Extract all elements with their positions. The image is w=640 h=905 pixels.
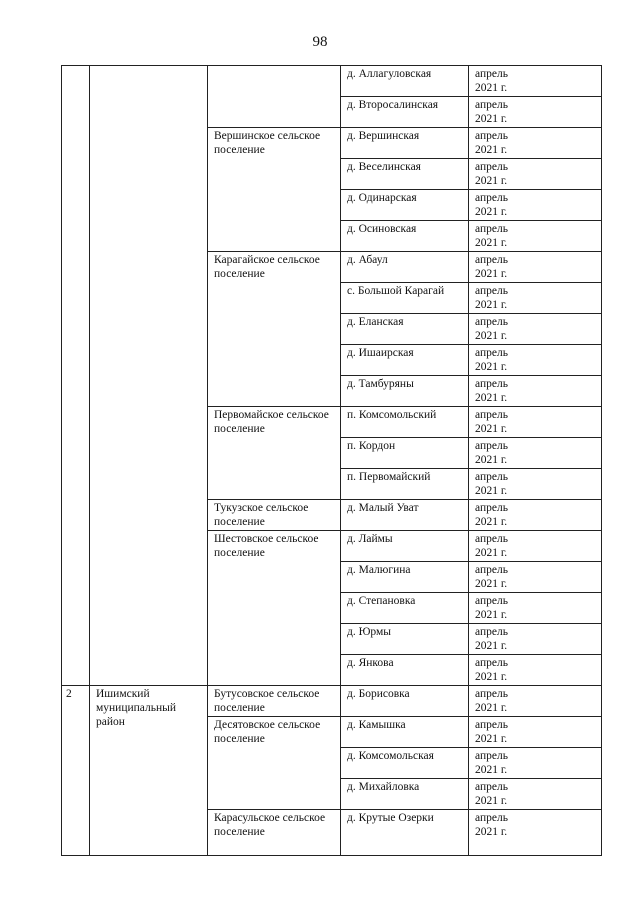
date-cell: апрель 2021 г.: [469, 66, 602, 97]
table-row: [62, 66, 602, 97]
date-cell: апрель 2021 г.: [469, 500, 602, 531]
date-cell: апрель 2021 г.: [469, 717, 602, 748]
date-cell: апрель 2021 г.: [469, 562, 602, 593]
district-cell: [90, 66, 208, 686]
settlement-cell: п. Комсомольский: [341, 407, 469, 438]
date-cell: апрель 2021 г.: [469, 128, 602, 159]
poselenie-cell: Карагайское сельское поселение: [208, 252, 341, 407]
poselenie-cell: Карасульское сельское поселение: [208, 810, 341, 856]
settlement-cell: д. Веселинская: [341, 159, 469, 190]
settlement-cell: д. Лаймы: [341, 531, 469, 562]
date-cell: апрель 2021 г.: [469, 159, 602, 190]
date-cell: апрель 2021 г.: [469, 438, 602, 469]
settlement-cell: д. Крутые Озерки: [341, 810, 469, 856]
settlement-cell: д. Еланская: [341, 314, 469, 345]
poselenie-cell: Бутусовское сельское поселение: [208, 686, 341, 717]
poselenie-cell: Тукузское сельское поселение: [208, 500, 341, 531]
settlement-cell: д. Юрмы: [341, 624, 469, 655]
settlement-cell: д. Малюгина: [341, 562, 469, 593]
table-row: [62, 686, 602, 717]
settlement-cell: д. Михайловка: [341, 779, 469, 810]
date-cell: апрель 2021 г.: [469, 283, 602, 314]
date-cell: апрель 2021 г.: [469, 469, 602, 500]
poselenie-cell: Вершинское сельское поселение: [208, 128, 341, 252]
date-cell: апрель 2021 г.: [469, 810, 602, 856]
settlement-cell: д. Одинарская: [341, 190, 469, 221]
poselenie-cell: Первомайское сельское поселение: [208, 407, 341, 500]
settlement-cell: д. Аллагуловская: [341, 66, 469, 97]
date-cell: апрель 2021 г.: [469, 190, 602, 221]
date-cell: апрель 2021 г.: [469, 376, 602, 407]
settlement-cell: д. Ишаирская: [341, 345, 469, 376]
date-cell: апрель 2021 г.: [469, 407, 602, 438]
number-cell: 2: [62, 686, 90, 856]
settlement-cell: д. Янкова: [341, 655, 469, 686]
page-number: 98: [312, 34, 328, 50]
poselenie-cell: Десятовское сельское поселение: [208, 717, 341, 810]
settlement-cell: д. Степановка: [341, 593, 469, 624]
date-cell: апрель 2021 г.: [469, 655, 602, 686]
date-cell: апрель 2021 г.: [469, 686, 602, 717]
settlement-cell: д. Малый Уват: [341, 500, 469, 531]
settlement-cell: д. Тамбуряны: [341, 376, 469, 407]
settlement-cell: д. Вершинская: [341, 128, 469, 159]
settlement-cell: д. Осиновская: [341, 221, 469, 252]
settlement-cell: д. Второсалинская: [341, 97, 469, 128]
settlement-cell: п. Кордон: [341, 438, 469, 469]
settlement-cell: д. Камышка: [341, 717, 469, 748]
settlement-cell: с. Большой Карагай: [341, 283, 469, 314]
settlement-cell: д. Комсомольская: [341, 748, 469, 779]
date-cell: апрель 2021 г.: [469, 624, 602, 655]
date-cell: апрель 2021 г.: [469, 779, 602, 810]
date-cell: апрель 2021 г.: [469, 221, 602, 252]
date-cell: апрель 2021 г.: [469, 314, 602, 345]
date-cell: апрель 2021 г.: [469, 252, 602, 283]
settlement-cell: п. Первомайский: [341, 469, 469, 500]
date-cell: апрель 2021 г.: [469, 593, 602, 624]
date-cell: апрель 2021 г.: [469, 97, 602, 128]
district-cell: Ишимский муниципальный район: [90, 686, 208, 856]
date-cell: апрель 2021 г.: [469, 345, 602, 376]
poselenie-cell: [208, 66, 341, 128]
number-cell: [62, 66, 90, 686]
settlement-cell: д. Абаул: [341, 252, 469, 283]
date-cell: апрель 2021 г.: [469, 531, 602, 562]
date-cell: апрель 2021 г.: [469, 748, 602, 779]
settlements-table: [61, 65, 602, 856]
poselenie-cell: Шестовское сельское поселение: [208, 531, 341, 686]
settlement-cell: д. Борисовка: [341, 686, 469, 717]
